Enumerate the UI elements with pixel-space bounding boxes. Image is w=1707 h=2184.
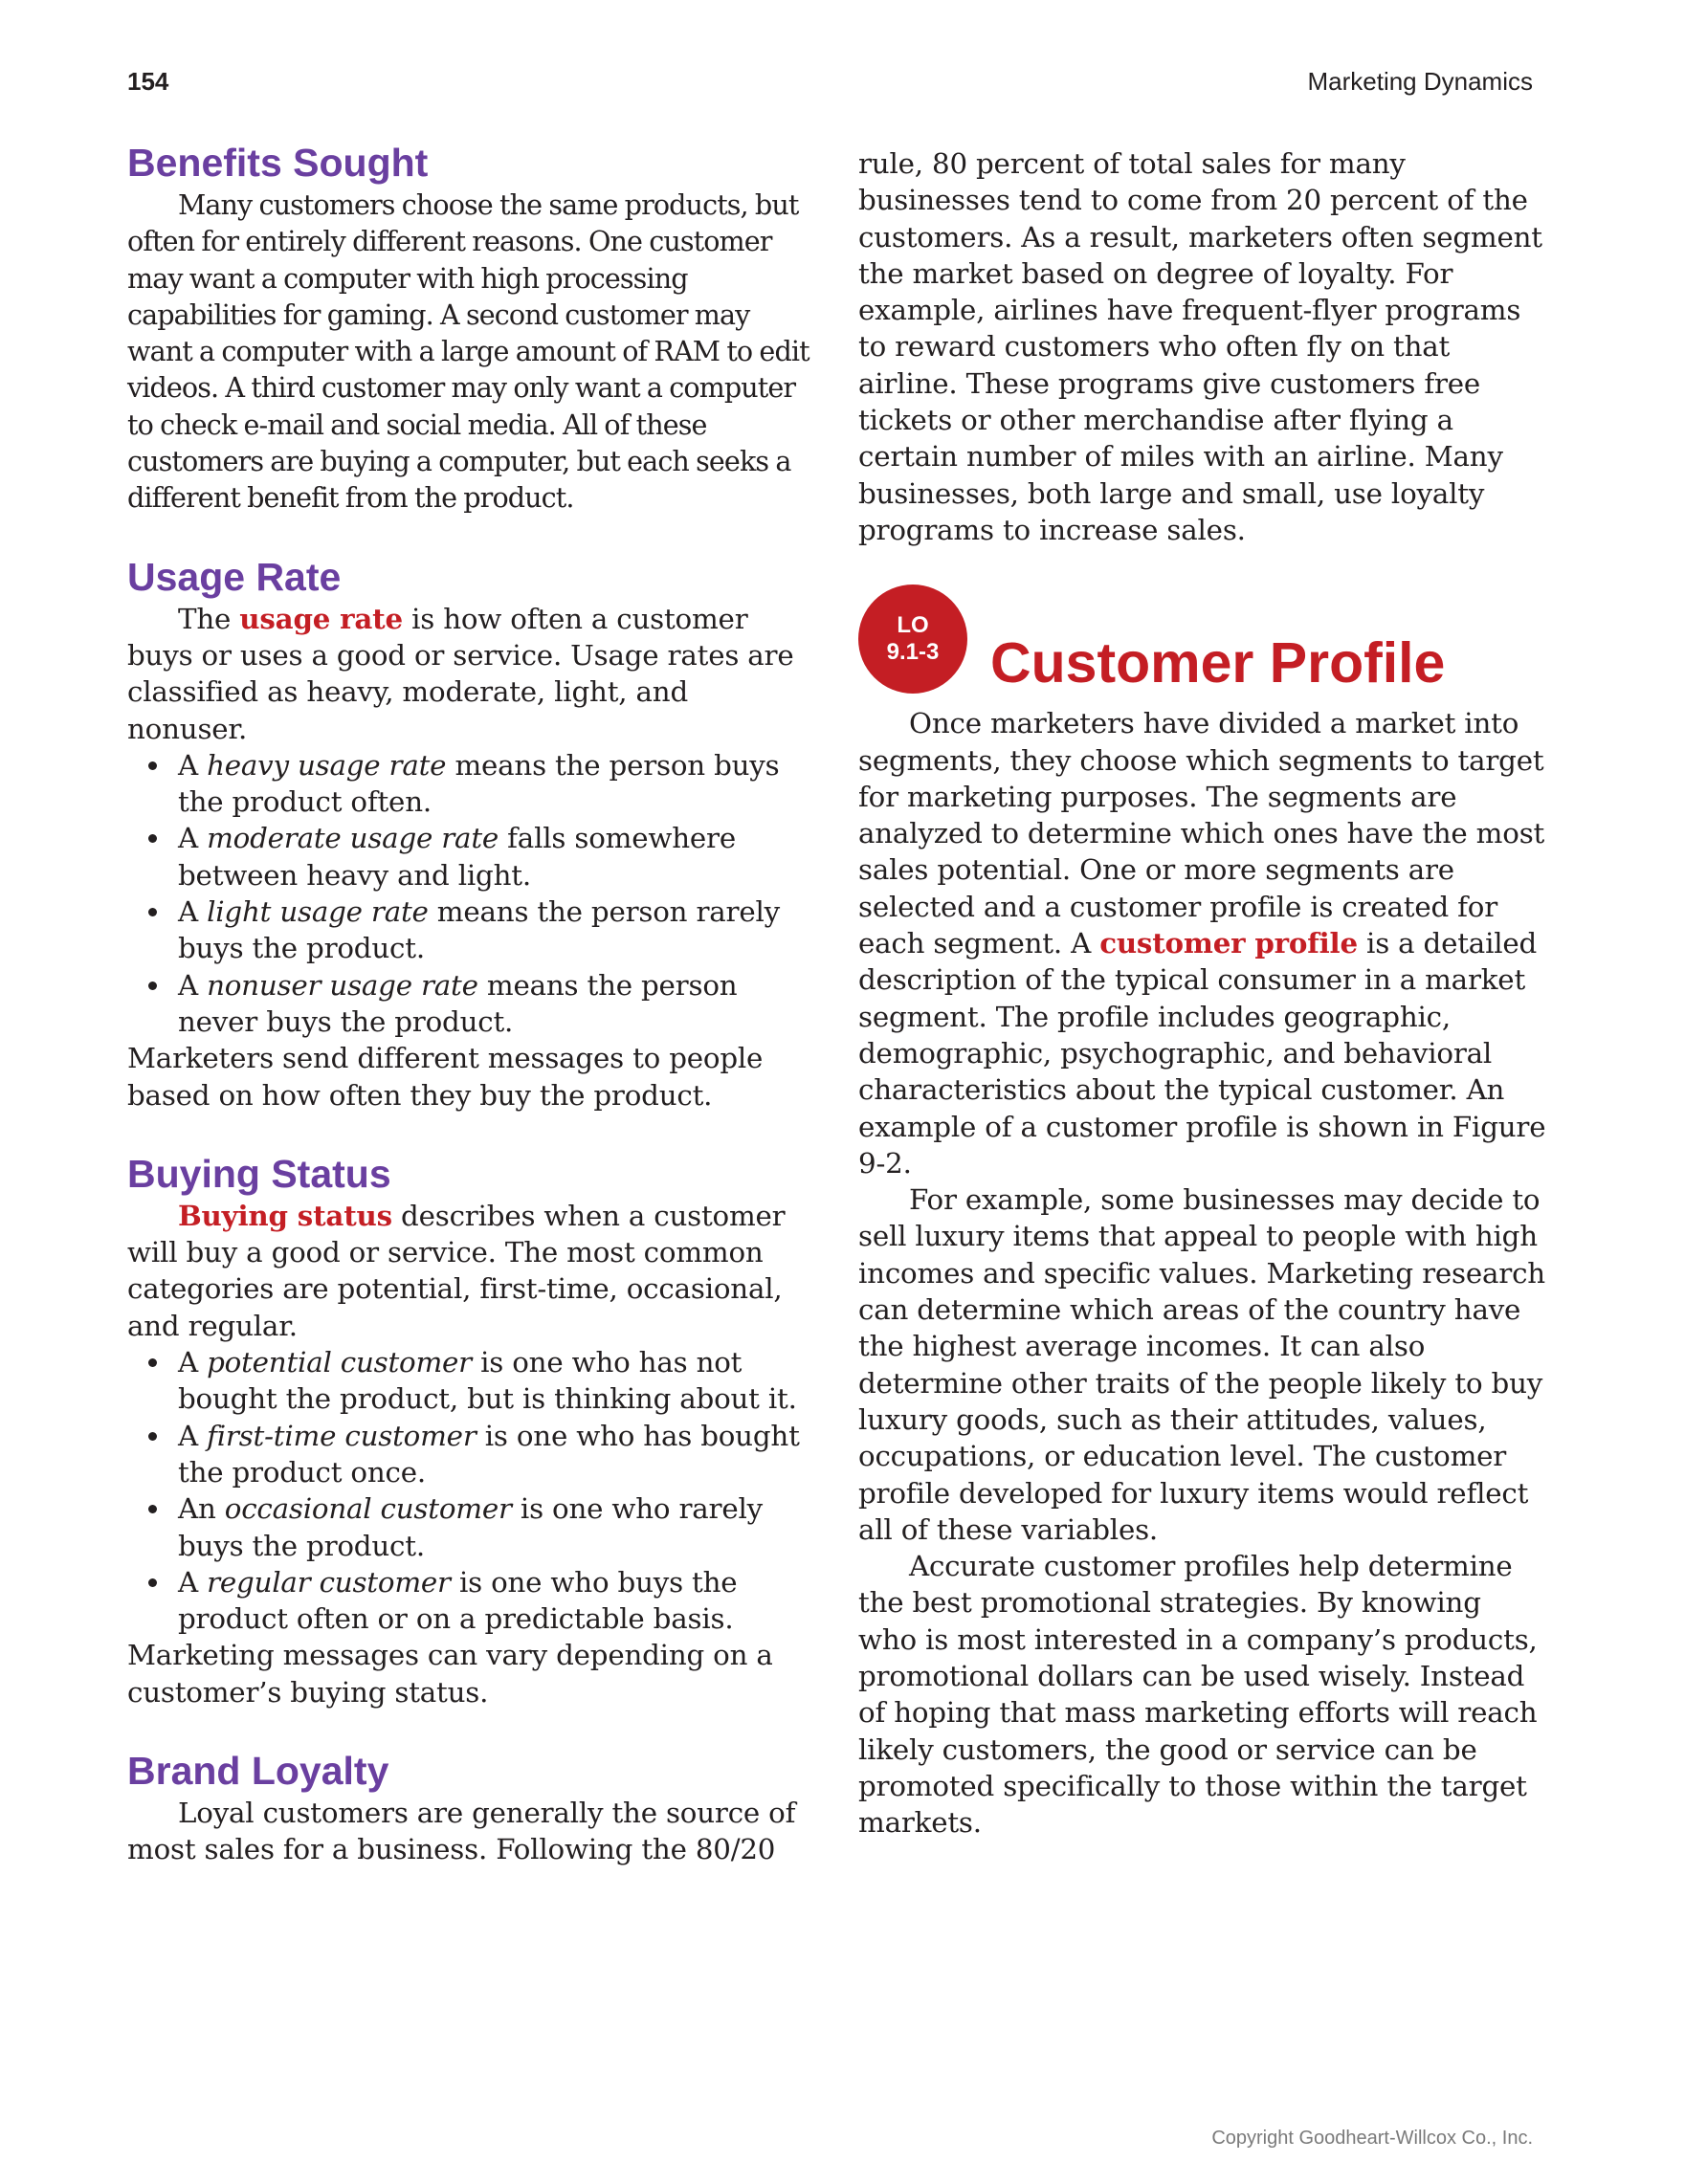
term-buying-status: Buying status (178, 1198, 392, 1232)
buying-intro-post: describes when a customer will buy a good or service. The most common categories are potential, first-time, occasional, and regular. (127, 1199, 786, 1342)
lo-label: LO (897, 612, 929, 639)
list-item: A moderate usage rate falls somewhere between heavy and light. (127, 820, 816, 893)
left-column (127, 139, 816, 1868)
buying-closing-paragraph: Marketing messages can vary depending on a customer’s buying status. (127, 1639, 773, 1709)
section-brand-loyalty (127, 1747, 816, 1868)
benefits-paragraph: Many customers choose the same products, but often for entirely different reasons. One customer may want a computer with high processing capabilities for gaming. A second customer may want a computer with a large amount of RAM to edit videos. A third customer may only want a computer to check e-mail and social media. All of these customers are buying a computer, but each seeks a different benefit from the product. (127, 188, 809, 515)
profile-paragraph-2: For example, some businesses may decide to sell luxury items that appeal to people with high incomes and specific values. Marketing research can determine which areas of the country have the highest average incomes. It can also determine other traits of the people likely to buy luxury goods, such as their attitudes, values, occupations, or education level. The customer profile developed for luxury items would reflect all of these variables. (858, 1183, 1545, 1546)
profile-paragraph-3: Accurate customer profiles help determine the best promotional strategies. By knowing who is most interested in a company’s products, promotional dollars can be used wisely. Instead of hoping that mass marketing efforts will reach likely customers, the good or service can be promoted specifically to those within the target markets. (858, 1550, 1538, 1840)
bullet-icon (148, 1505, 157, 1513)
buying-intro-paragraph (127, 1198, 816, 1344)
bullet-icon (148, 761, 157, 770)
list-item: A light usage rate means the person rarely buys the product. (127, 893, 816, 967)
list-item: A first-time customer is one who has bought the product once. (127, 1418, 816, 1491)
running-head: Marketing Dynamics (1307, 67, 1533, 96)
bullet-icon (148, 1358, 157, 1367)
buying-status-list (127, 1344, 816, 1637)
heading-usage-rate: Usage Rate (127, 554, 342, 599)
heading-benefits-sought: Benefits Sought (127, 141, 429, 185)
heading-customer-profile: Customer Profile (990, 631, 1446, 695)
usage-intro-post: is how often a customer buys or uses a good or service. Usage rates are classified as heavy, moderate, light, and nonuser. (127, 602, 794, 745)
section-benefits-sought (127, 139, 816, 517)
list-item-term: first-time customer (207, 1419, 477, 1452)
list-item: An occasional customer is one who rarely buys the product. (127, 1490, 816, 1564)
right-column (858, 145, 1547, 1841)
bullet-icon (148, 982, 157, 990)
section-usage-rate (127, 553, 816, 1114)
list-item: A regular customer is one who buys the product often or on a predictable basis. (127, 1564, 816, 1638)
usage-intro-paragraph (127, 601, 816, 747)
list-item: A nonuser usage rate means the person never buys the product. (127, 967, 816, 1041)
section-buying-status (127, 1150, 816, 1710)
loyalty-paragraph-start: Loyal customers are generally the source of most sales for a business. Following the 80/20 (127, 1796, 796, 1866)
learning-objective-heading (858, 585, 1547, 705)
usage-closing-paragraph: Marketers send different messages to people based on how often they buy the product. (127, 1042, 764, 1112)
list-item-term: light usage rate (207, 895, 429, 929)
list-item: A potential customer is one who has not bought the product, but is thinking about it. (127, 1344, 816, 1418)
list-item-term: potential customer (207, 1346, 472, 1379)
loyalty-paragraph-continued: rule, 80 percent of total sales for many businesses tend to come from 20 percent of the customers. As a result, marketers often segment the market based on degree of loyalty. For example, airlines have frequent-flyer programs to reward customers who often fly on that airline. These programs give customers free tickets or other merchandise after flying a certain number of miles with an airline. Many businesses, both large and small, use loyalty programs to increase sales. (858, 147, 1542, 546)
usage-rate-list (127, 747, 816, 1040)
heading-brand-loyalty: Brand Loyalty (127, 1748, 389, 1793)
list-item-term: occasional customer (224, 1492, 512, 1526)
page-number: 154 (127, 67, 169, 96)
lo-number: 9.1-3 (886, 639, 940, 666)
list-item-term: heavy usage rate (207, 748, 447, 782)
term-usage-rate: usage rate (239, 601, 403, 635)
list-item-term: regular customer (207, 1565, 451, 1599)
bullet-icon (148, 908, 157, 916)
bullet-icon (148, 834, 157, 843)
list-item: A heavy usage rate means the person buys the product often. (127, 747, 816, 821)
list-item-term: moderate usage rate (207, 822, 499, 855)
bullet-icon (148, 1578, 157, 1587)
profile-paragraph-1: Once marketers have divided a market into segments, they choose which segments to target for marketing purposes. The segments are analyzed to determine which ones have the most sales potential. One or more segments are selected and a customer profile is created for each segment. A customer profile is a detailed description of the typical consumer in a market segment. The profile includes geographic, demographic, psychographic, and behavioral characteristics about the typical customer. An example of a customer profile is shown in Figure 9-2. (858, 707, 1546, 1180)
bullet-icon (148, 1432, 157, 1441)
learning-objective-badge (858, 585, 967, 694)
term-customer-profile: customer profile (1099, 926, 1358, 960)
list-item-term: nonuser usage rate (207, 968, 478, 1002)
heading-buying-status: Buying Status (127, 1151, 391, 1196)
usage-intro-pre: The (178, 602, 240, 635)
copyright-notice: Copyright Goodheart-Willcox Co., Inc. (1211, 2128, 1533, 2149)
